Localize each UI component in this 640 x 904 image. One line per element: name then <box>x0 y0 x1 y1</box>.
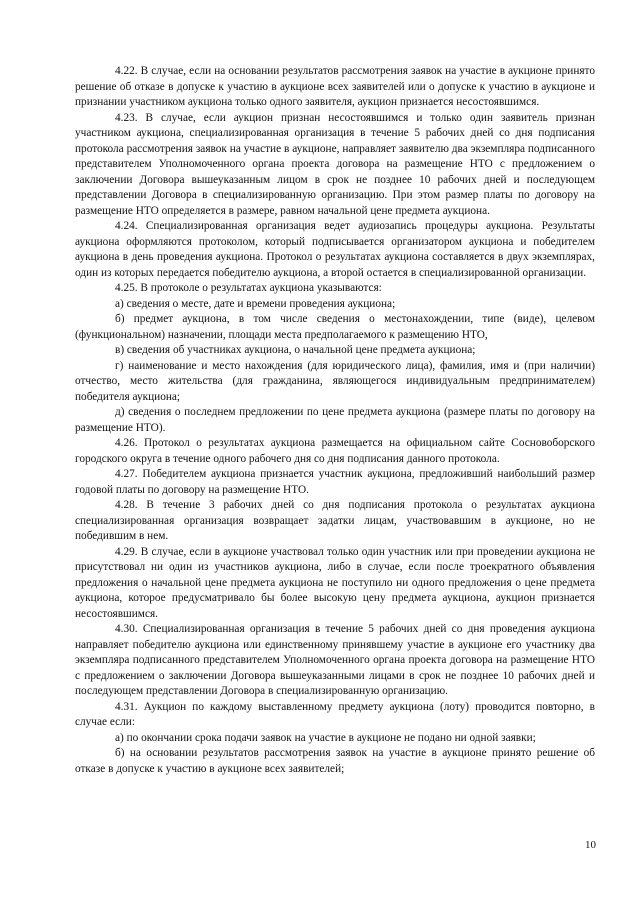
list-item-v: в) сведения об участниках аукциона, о начальной цене предмета аукциона; <box>115 344 476 356</box>
paragraph-4-28: 4.28. В течение 3 рабочих дней со дня подписания протокола о результатах аукциона специализированная организация возвращает задатки лицам, участвовавшим в аукционе, но не победившим в нем. <box>75 499 595 542</box>
paragraph-4-25: 4.25. В протоколе о результатах аукциона указываются: <box>115 282 382 294</box>
list-item-a-repeat: а) по окончании срока подачи заявок на участие в аукционе не подано ни одной заявки; <box>115 731 536 744</box>
paragraph-4-31: 4.31. Аукцион по каждому выставленному предмету аукциона (лоту) проводится повторно, в случае если: <box>75 700 595 728</box>
page-number: 10 <box>585 839 596 851</box>
list-item-a: а) сведения о месте, дате и времени проведения аукциона; <box>115 297 396 310</box>
paragraph-4-26: 4.26. Протокол о результатах аукциона размещается на официальном сайте Сосновоборского городского округа в течение одного рабочего дня со дня подписания данного протокола. <box>75 437 595 465</box>
document-body <box>75 64 595 777</box>
paragraph-4-27: 4.27. Победителем аукциона признается участник аукциона, предложивший наибольший размер годовой платы по договору на размещение НТО. <box>75 468 595 496</box>
paragraph-4-22: 4.22. В случае, если на основании результатов рассмотрения заявок на участие в аукционе принято решение об отказе в допуске к участию в аукционе всех заявителей или о допуске к участию в аукционе и признании участником аукциона только одного заявителя, аукцион признается несостоявшимся. <box>75 65 595 108</box>
list-item-d: д) сведения о последнем предложении по цене предмета аукциона (размере платы по договору на размещение НТО). <box>75 406 595 434</box>
list-item-b: б) предмет аукциона, в том числе сведения о местонахождении, типе (виде), целевом (функциональном) назначении, площади места предполагаемого к размещению НТО, <box>75 313 595 341</box>
paragraph-4-24: 4.24. Специализированная организация ведет аудиозапись процедуры аукциона. Результаты аукциона оформляются протоколом, который подписывается организатором аукциона и победителем аукциона в день проведения аукциона. Протокол о результатах аукциона составляется в двух экземплярах, один из которых передается победителю аукциона, а второй остается в специализированной организации. <box>75 220 595 279</box>
list-item-g: г) наименование и место нахождения (для юридического лица), фамилия, имя и (при наличии) отчество, место жительства (для гражданина, являющегося индивидуальным предпринимателем) победителя аукциона; <box>75 359 595 403</box>
paragraph-4-30: 4.30. Специализированная организация в течение 5 рабочих дней со дня проведения аукциона направляет победителю аукциона или единственному принявшему участие в аукционе его участнику два экземпляра подписанного представителем Уполномоченного органа проекта договора на размещение НТО с предложением о заключении Договора вышеуказанными лицами в срок не позднее 10 рабочих дней и последующем представлении Договора в специализированную организацию. <box>75 623 595 697</box>
list-item-b-repeat: б) на основании результатов рассмотрения заявок на участие в аукционе принято решение об отказе в допуске к участию в аукционе всех заявителей; <box>75 747 595 775</box>
paragraph-4-23: 4.23. В случае, если аукцион признан несостоявшимся и только один заявитель признан участником аукциона, специализированная организация в течение 5 рабочих дней со дня подписания протокола рассмотрения заявок на участие в аукционе, направляет заявителю два экземпляра подписанного представителем Уполномоченного органа проекта договора на размещение НТО с предложением о заключении Договора вышеуказанным лицом в срок не позднее 10 рабочих дней и последующем представлении Договора в специализированную организацию. При этом размер платы по договору на размещение НТО определяется в размере, равном начальной цене предмета аукциона. <box>75 111 595 217</box>
paragraph-4-29: 4.29. В случае, если в аукционе участвовал только один участник или при проведении аукциона не присутствовал ни один из участников аукциона, либо в случае, если после троекратного объявления предложения о начальной цене предмета аукциона не поступило ни одного предложения о цене предмета аукциона, которое предусматривало бы более высокую цену предмета аукциона, аукцион признается несостоявшимся. <box>75 545 595 620</box>
